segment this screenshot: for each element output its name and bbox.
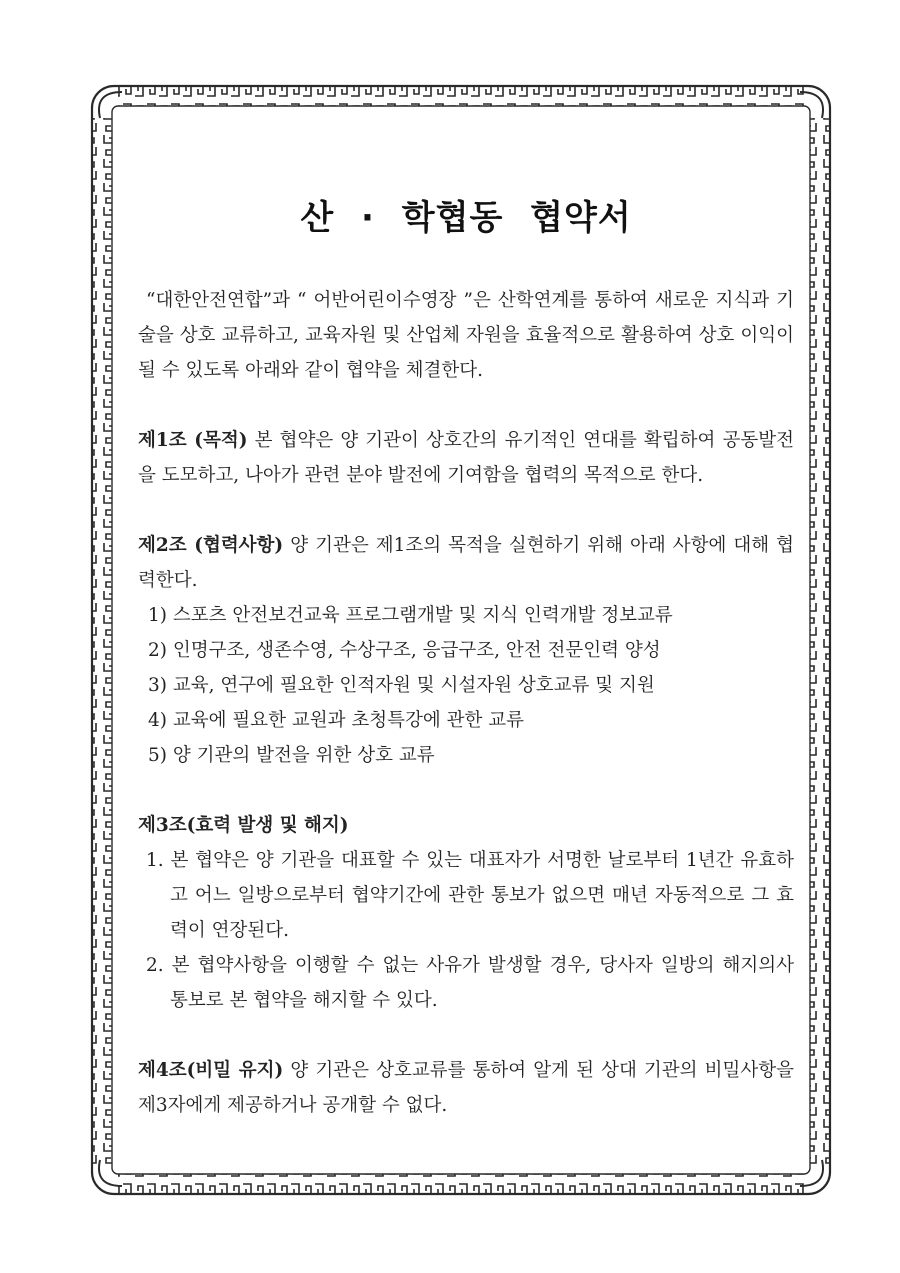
article-4-heading: 제4조(비밀 유지) — [138, 1060, 284, 1081]
article-2 — [138, 528, 794, 773]
article-1-paragraph — [138, 423, 794, 493]
article-3-list — [138, 843, 794, 1018]
list-item: 2. 본 협약사항을 이행할 수 없는 사유가 발생할 경우, 당사자 일방의 해지의사 통보로 본 협약을 해지할 수 있다. — [146, 955, 794, 1011]
article-2-heading: 제2조 (협력사항) — [138, 535, 284, 556]
list-item: 5) 양 기관의 발전을 위한 상호 교류 — [148, 745, 435, 766]
intro-paragraph: “대한안전연합”과 “ 어반어린이수영장 ”은 산학연계를 통하여 새로운 지식과 기술을 상호 교류하고, 교육자원 및 산업체 자원을 효율적으로 활용하여 상호 이익이 될 수 있도록 아래와 같이 협약을 체결한다. — [138, 290, 794, 381]
article-1-text: 본 협약은 양 기관이 상호간의 유기적인 연대를 확립하여 공동발전을 도모하고, 나아가 관련 분야 발전에 기여함을 협력의 목적으로 한다. — [138, 430, 794, 486]
article-2-paragraph — [138, 528, 794, 598]
list-item: 4) 교육에 필요한 교원과 초청특강에 관한 교류 — [148, 710, 524, 731]
article-1 — [138, 423, 794, 493]
article-4-text: 양 기관은 상호교류를 통하여 알게 된 상대 기관의 비밀사항을 제3자에게 제공하거나 공개할 수 없다. — [138, 1060, 795, 1116]
article-4-paragraph — [138, 1053, 794, 1123]
list-item: 2) 인명구조, 생존수영, 수상구조, 응급구조, 안전 전문인력 양성 — [148, 640, 661, 661]
article-1-heading: 제1조 (목적) — [138, 430, 248, 451]
article-3 — [138, 808, 794, 1018]
list-item: 1. 본 협약은 양 기관을 대표할 수 있는 대표자가 서명한 날로부터 1년간 유효하고 어느 일방으로부터 협약기간에 관한 통보가 없으면 매년 자동적으로 그 효력이 연장된다. — [146, 850, 794, 941]
article-3-heading: 제3조(효력 발생 및 해지) — [138, 815, 349, 836]
article-2-text: 양 기관은 제1조의 목적을 실현하기 위해 아래 사항에 대해 협력한다. — [138, 535, 795, 591]
article-2-list — [138, 598, 794, 773]
article-3-paragraph — [138, 808, 794, 843]
article-4 — [138, 1053, 794, 1123]
agreement-document — [138, 190, 794, 1158]
list-item: 1) 스포츠 안전보건교육 프로그램개발 및 지식 인력개발 정보교류 — [148, 605, 673, 626]
document-title: 산 · 학협동 협약서 — [300, 198, 632, 238]
list-item: 3) 교육, 연구에 필요한 인적자원 및 시설자원 상호교류 및 지원 — [148, 675, 655, 696]
